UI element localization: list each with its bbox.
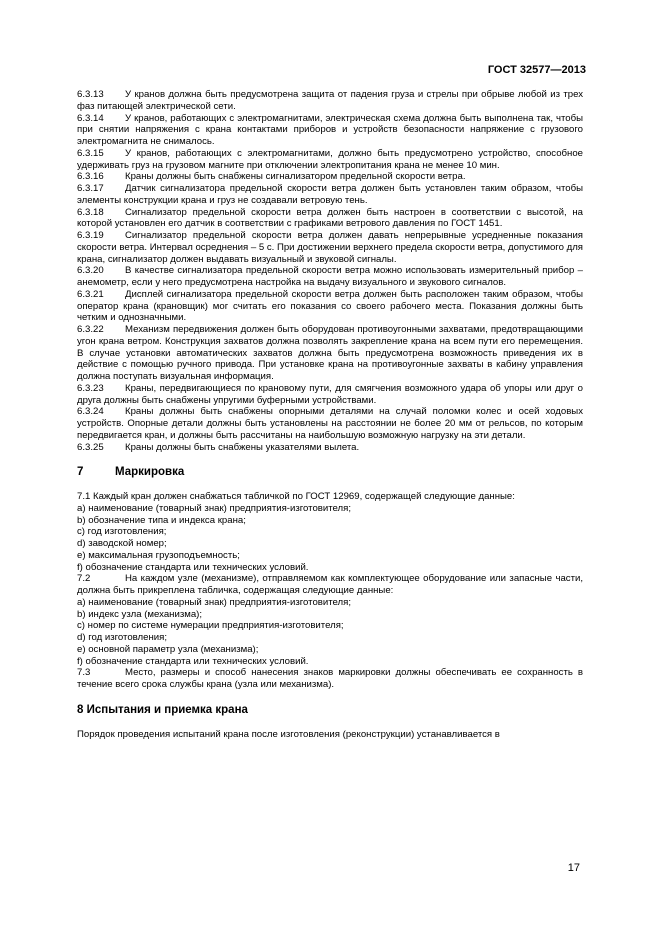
paragraph-number: 6.3.21	[77, 288, 104, 300]
paragraph-7-2	[77, 573, 583, 597]
paragraph-number: 6.3.24	[77, 406, 104, 418]
list-item: f) обозначение стандарта или технических условий.	[77, 561, 309, 573]
list-item: f) обозначение стандарта или технических условий.	[77, 655, 309, 667]
paragraph-item	[77, 324, 583, 383]
paragraph-text: В качестве сигнализатора предельной скорости ветра можно использовать измерительный прибор – анемометр, если у него предусмотрена настройка на выдачу визуального и звукового сигналов.	[77, 265, 583, 288]
paragraph-number: 6.3.15	[77, 147, 104, 159]
paragraph-number: 6.3.13	[77, 89, 104, 100]
paragraph-text: Краны должны быть снабжены сигнализатором предельной скорости ветра.	[125, 171, 466, 183]
section-6-3-paragraphs	[77, 89, 583, 453]
list-item: e) основной параметр узла (механизма);	[77, 643, 259, 655]
list-item: b) обозначение типа и индекса крана;	[77, 514, 246, 526]
section-7-heading	[77, 467, 583, 479]
paragraph-number: 6.3.25	[77, 441, 104, 453]
paragraph-text: Краны, передвигающиеся по крановому пути, для смягчения возможного удара об упоры или друг о друга должны быть снабжены упругими буферными устройствами.	[77, 382, 583, 406]
paragraph-text: У кранов, работающих с электромагнитами, электрическая схема должна быть выполнена так, чтобы при снятии напряжения с крана контактами приборов и устройств безопасности напряжение с грузового электромагнита не снималось.	[77, 112, 583, 147]
section-8-number: 8	[77, 703, 84, 716]
paragraph-text: Сигнализатор предельной скорости ветра должен давать непрерывные усредненные показания скорости ветра. Интервал осреднения – 5 с. При достижении верхнего предела скорости ветра, допустимого для крана, сигнализатор должен выдавать визуальный и звуковой сигналы.	[77, 230, 583, 265]
paragraph-text: У кранов, работающих с электромагнитами, должно быть предусмотрено устройство, способное удерживать груз на грузовом магните при отключении электропитания крана не менее 10 мин.	[77, 147, 583, 171]
document-body	[77, 89, 583, 740]
paragraph-number: 6.3.23	[77, 382, 104, 394]
paragraph-item	[77, 113, 583, 148]
paragraph-number: 6.3.16	[77, 171, 104, 183]
paragraph-text: Сигнализатор предельной скорости ветра должен быть настроен в соответствии с высотой, на которой установлен его датчик в соответствии с графиками ветрового давления по ГОСТ 1451.	[77, 206, 583, 230]
section-8-heading	[77, 705, 583, 717]
paragraph-item	[77, 265, 583, 289]
paragraph-item	[77, 289, 583, 324]
paragraph-number: 6.3.22	[77, 324, 104, 335]
paragraph-item	[77, 89, 583, 113]
section-7-title: Маркировка	[115, 466, 185, 479]
standard-header: ГОСТ 32577—2013	[487, 64, 586, 76]
paragraph-number: 6.3.17	[77, 183, 104, 194]
list-item: c) год изготовления;	[77, 526, 167, 538]
paragraph-7-3-number: 7.3	[77, 667, 91, 679]
list-7-2	[77, 597, 583, 668]
paragraph-item	[77, 383, 583, 407]
page-number: 17	[567, 862, 580, 874]
paragraph-item	[77, 207, 583, 231]
paragraph-item	[77, 442, 583, 454]
paragraph-item	[77, 406, 583, 441]
paragraph-item	[77, 148, 583, 172]
paragraph-8-intro-text: Порядок проведения испытаний крана после изготовления (реконструкции) устанавливается в	[77, 728, 500, 740]
paragraph-number: 6.3.19	[77, 230, 104, 241]
paragraph-number: 6.3.14	[77, 112, 104, 124]
list-item: c) номер по системе нумерации предприятия-изготовителя;	[77, 620, 344, 632]
section-8-title: Испытания и приемка крана	[86, 703, 248, 716]
paragraph-text: Краны должны быть снабжены указателями вылета.	[125, 441, 360, 453]
paragraph-text: Механизм передвижения должен быть оборудован противоугонными захватами, предотвращающими угон крана ветром. Конструкция захватов должна позволять закрепление крана на всем пути его перемещения. В случае установки автоматических захватов должна быть предусмотрена возможность приведения их в действие с помощью ручного привода. При установке крана на противоугонные захваты в кабину управления должна поступать визуальная информация.	[77, 324, 583, 382]
paragraph-text: Датчик сигнализатора предельной скорости ветра должен быть установлен таким образом, чтобы элементы конструкции крана и груз не создавали ветровую тень.	[77, 183, 583, 206]
list-7-1	[77, 503, 583, 574]
paragraph-text: У кранов должна быть предусмотрена защита от падения груза и стрелы при обрыве любой из трех фаз питающей электрической сети.	[77, 89, 583, 112]
list-item: a) наименование (товарный знак) предприятия-изготовителя;	[77, 502, 352, 514]
section-7-number: 7	[77, 466, 84, 479]
list-item: b) индекс узла (механизма);	[77, 608, 203, 620]
list-item: d) год изготовления;	[77, 632, 167, 643]
list-item: a) наименование (товарный знак) предприятия-изготовителя;	[77, 596, 352, 608]
paragraph-item	[77, 171, 583, 183]
paragraph-item	[77, 183, 583, 207]
paragraph-7-3-text: Место, размеры и способ нанесения знаков маркировки должны обеспечивать ее сохранность в течение всего срока службы крана (узла или механизма).	[77, 667, 583, 690]
paragraph-number: 6.3.18	[77, 206, 104, 218]
paragraph-7-1-text: 7.1 Каждый кран должен снабжаться табличкой по ГОСТ 12969, содержащей следующие данные:	[77, 491, 515, 502]
paragraph-text: Краны должны быть снабжены опорными деталями на случай поломки колес и осей ходовых устройств. Опорные детали должны быть установлены на расстоянии не более 20 мм от рельсов, по которым передвигается кран, и должны быть рассчитаны на наибольшую возможную нагрузку на эти детали.	[77, 406, 583, 441]
list-item: d) заводской номер;	[77, 538, 167, 549]
paragraph-8-intro	[77, 729, 583, 741]
list-item: e) максимальная грузоподъемность;	[77, 549, 240, 561]
paragraph-7-1	[77, 491, 583, 503]
paragraph-item	[77, 230, 583, 265]
paragraph-text: Дисплей сигнализатора предельной скорости ветра должен быть расположен таким образом, чтобы оператор крана (крановщик) мог считать его показания со своего рабочего места. Показания должны быть четким и однозначными.	[77, 288, 583, 324]
paragraph-number: 6.3.20	[77, 265, 104, 277]
paragraph-7-3	[77, 667, 583, 691]
paragraph-7-2-text: На каждом узле (механизме), отправляемом как комплектующее оборудование или запасные части, должна быть прикреплена табличка, содержащая следующие данные:	[77, 573, 583, 596]
paragraph-7-2-number: 7.2	[77, 573, 91, 585]
